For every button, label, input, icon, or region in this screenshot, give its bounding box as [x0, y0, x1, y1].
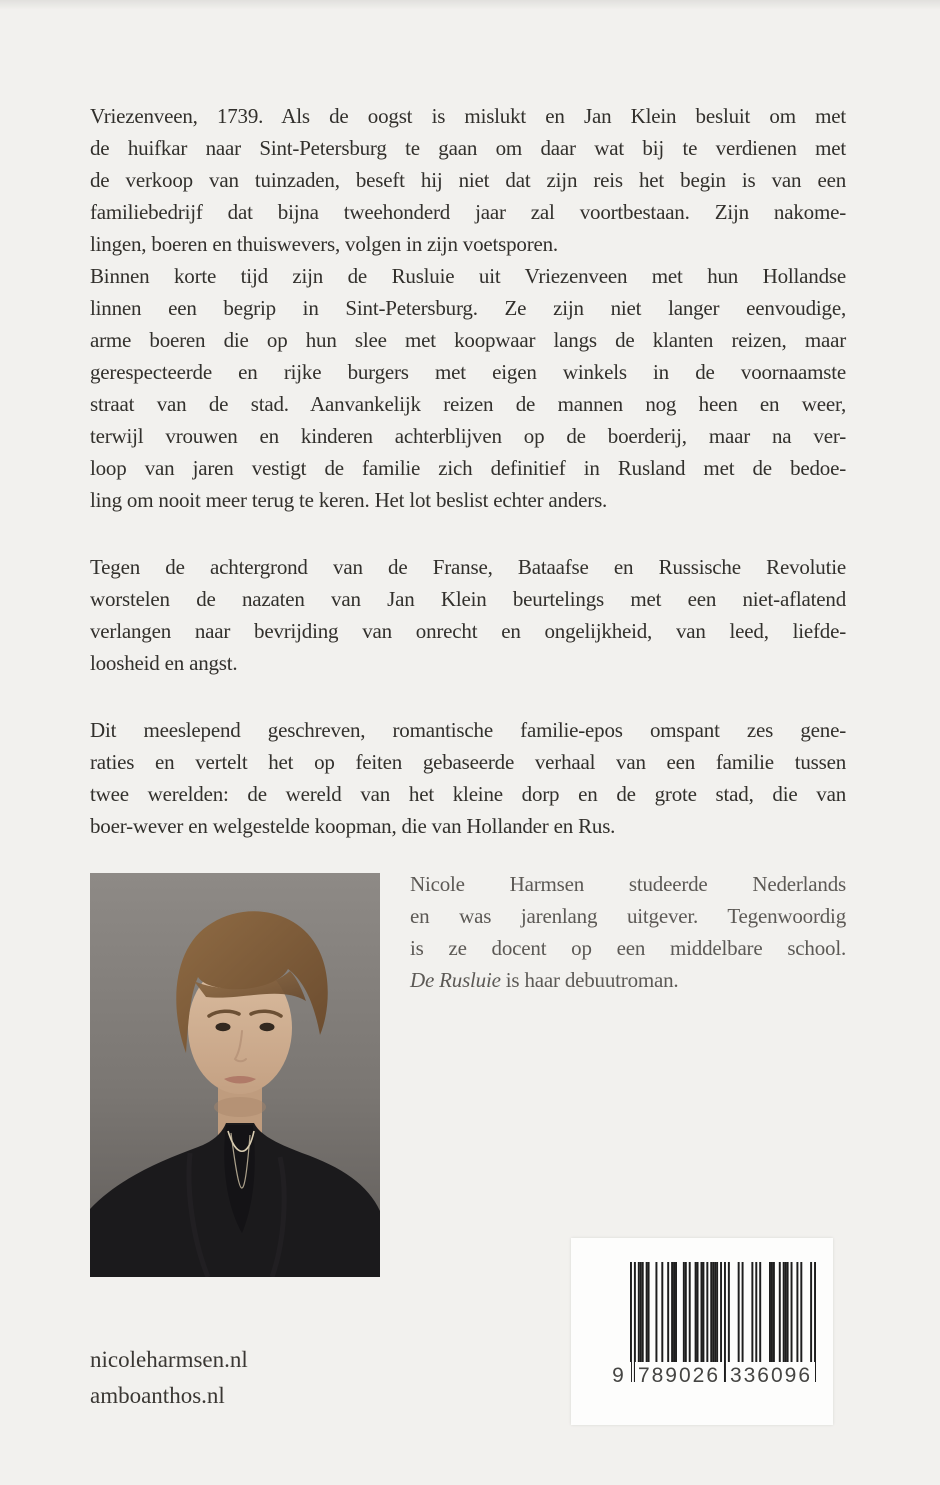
text-line: arme boeren die op hun slee met koopwaar langs de klanten reizen, maar: [90, 328, 846, 352]
text-line: De Rusluie is haar debuutroman.: [410, 968, 679, 992]
author-bio: [410, 868, 846, 996]
text-line: gerespecteerde en rijke burgers met eigen winkels in de voornaamste: [90, 360, 846, 384]
text-line: raties en vertelt het op feiten gebaseerde verhaal van een familie tussen: [90, 750, 846, 774]
text-line: Binnen korte tijd zijn de Rusluie uit Vriezenveen met hun Hollandse: [90, 264, 846, 288]
publisher-website: amboanthos.nl: [90, 1383, 225, 1408]
synopsis-text: [90, 100, 846, 842]
barcode: [571, 1238, 833, 1425]
author-photo: [90, 873, 380, 1277]
text-line: lingen, boeren en thuiswevers, volgen in zijn voetsporen.: [90, 232, 558, 256]
text-line: Nicole Harmsen studeerde Nederlands: [410, 872, 846, 896]
synopsis-paragraph-2: [90, 260, 846, 516]
text-line: twee werelden: de wereld van het kleine dorp en de grote stad, die van: [90, 782, 846, 806]
text-line: loosheid en angst.: [90, 651, 238, 675]
photo-chin-shadow: [214, 1097, 266, 1117]
website-links: [90, 1342, 248, 1414]
text-line: en was jarenlang uitgever. Tegenwoordig: [410, 904, 846, 928]
synopsis-paragraph-1: [90, 100, 846, 260]
barcode-digit-group-3: 336096: [727, 1362, 815, 1390]
text-line: boer-wever en welgestelde koopman, die van Hollander en Rus.: [90, 814, 616, 838]
synopsis-paragraph-3: [90, 551, 846, 679]
text-line: Dit meeslepend geschreven, romantische familie-epos omspant zes gene-: [90, 718, 846, 742]
text-line: loop van jaren vestigt de familie zich definitief in Rusland met de bedoe-: [90, 456, 846, 480]
author-website: nicoleharmsen.nl: [90, 1347, 248, 1372]
text-line: straat van de stad. Aanvankelijk reizen de mannen nog heen en weer,: [90, 392, 846, 416]
text-line: familiebedrijf dat bijna tweehonderd jaar zal voortbestaan. Zijn nakome-: [90, 200, 846, 224]
text-line: terwijl vrouwen en kinderen achterblijven op de boerderij, maar na ver-: [90, 424, 846, 448]
barcode-digit-group-1: 9: [607, 1362, 631, 1390]
text-line: Vriezenveen, 1739. Als de oogst is mislukt en Jan Klein besluit om met: [90, 104, 846, 128]
text-line: linnen een begrip in Sint-Petersburg. Ze zijn niet langer eenvoudige,: [90, 296, 846, 320]
text-line: de huifkar naar Sint-Petersburg te gaan om daar wat bij te verdienen met: [90, 136, 846, 160]
photo-eye-right: [260, 1023, 275, 1031]
text-line: worstelen de nazaten van Jan Klein beurtelings met een niet-aflatend: [90, 587, 846, 611]
text-line: verlangen naar bevrijding van onrecht en ongelijkheid, van leed, liefde-: [90, 619, 846, 643]
synopsis-paragraph-4: [90, 714, 846, 842]
text-line: is ze docent op een middelbare school.: [410, 936, 846, 960]
text-line: Tegen de achtergrond van de Franse, Bataafse en Russische Revolutie: [90, 555, 846, 579]
text-line: de verkoop van tuinzaden, beseft hij niet dat zijn reis het begin is van een: [90, 168, 846, 192]
photo-eye-left: [216, 1023, 231, 1031]
barcode-digit-group-2: 789026: [635, 1362, 723, 1390]
text-line: ling om nooit meer terug te keren. Het lot beslist echter anders.: [90, 488, 608, 512]
